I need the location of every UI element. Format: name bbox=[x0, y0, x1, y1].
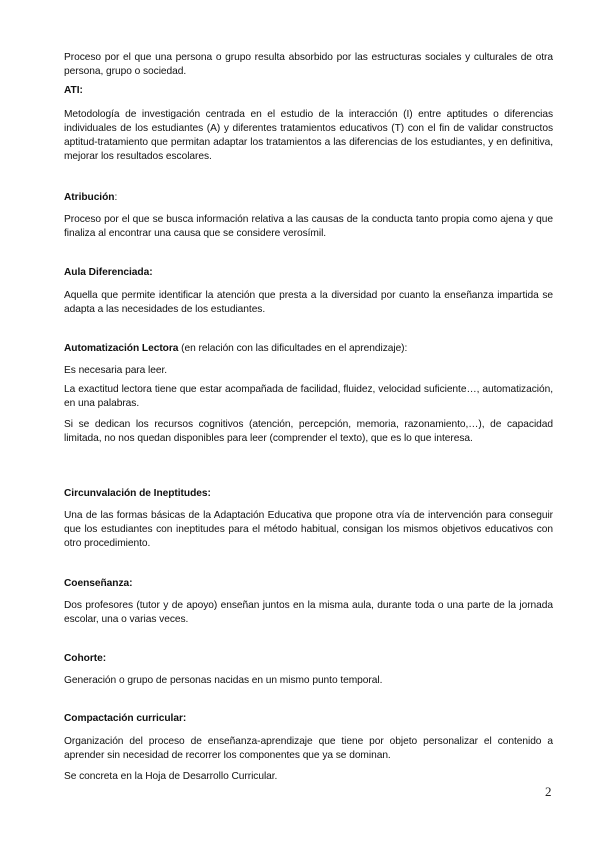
definition-compactacion-line1: Organización del proceso de enseñanza-aprendizaje que tiene por objeto personalizar el contenido a aprender sin necesidad de recorrer los componentes que ya se dominan. bbox=[64, 736, 553, 761]
term-heading-automatizacion-label: Automatización Lectora bbox=[64, 343, 179, 354]
intro-paragraph: Proceso por el que una persona o grupo resulta absorbido por las estructuras sociales y culturales de otra persona, grupo o sociedad. bbox=[64, 52, 553, 77]
definition-circunvalacion: Una de las formas básicas de la Adaptación Educativa que propone otra vía de intervención para conseguir que los estudiantes con ineptitudes para el método habitual, consigan los mismos objetivos educativos con otro procedimiento. bbox=[64, 510, 553, 549]
definition-ati: Metodología de investigación centrada en el estudio de la interacción (I) entre aptitudes o diferencias individuales de los estudiantes (A) y diferentes tratamientos educativos (T) con el fin de validar constructos aptitud-tratamiento que permitan adaptar los tratamientos a las diferencias de los estudiantes, y en definitiva, mejorar los resultados escolares. bbox=[64, 109, 553, 162]
term-heading-atribucion bbox=[64, 191, 553, 205]
definition-cohorte: Generación o grupo de personas nacidas en un mismo punto temporal. bbox=[64, 675, 383, 686]
definition-automatizacion-line2: La exactitud lectora tiene que estar acompañada de facilidad, fluidez, velocidad suficiente…, automatización, en una palabras. bbox=[64, 384, 553, 409]
page-number: 2 bbox=[545, 784, 552, 799]
definition-automatizacion-line3: Si se dedican los recursos cognitivos (atención, percepción, memoria, razonamiento,…), de capacidad limitada, no nos quedan disponibles para leer (comprender el texto), que es lo que interesa. bbox=[64, 419, 553, 444]
term-heading-circunvalacion: Circunvalación de Ineptitudes: bbox=[64, 488, 211, 499]
term-heading-ati: ATI: bbox=[64, 85, 83, 96]
term-heading-automatizacion bbox=[64, 342, 553, 356]
definition-atribucion: Proceso por el que se busca información relativa a las causas de la conducta tanto propia como ajena y que finaliza al encontrar una causa que se considere verosímil. bbox=[64, 214, 553, 239]
term-heading-atribucion-label: Atribución bbox=[64, 192, 115, 203]
term-heading-aula-diferenciada: Aula Diferenciada: bbox=[64, 267, 153, 278]
term-heading-atribucion-colon: : bbox=[114, 192, 118, 203]
term-heading-compactacion: Compactación curricular: bbox=[64, 713, 187, 724]
term-heading-cohorte: Cohorte: bbox=[64, 653, 107, 664]
definition-compactacion-line2: Se concreta en la Hoja de Desarrollo Curricular. bbox=[64, 771, 278, 782]
definition-coensenanza: Dos profesores (tutor y de apoyo) enseñan juntos en la misma aula, durante toda o una parte de la jornada escolar, una o varias veces. bbox=[64, 600, 553, 625]
term-heading-automatizacion-note: (en relación con las dificultades en el aprendizaje): bbox=[178, 343, 408, 354]
definition-automatizacion-line1: Es necesaria para leer. bbox=[64, 365, 168, 376]
definition-aula-diferenciada: Aquella que permite identificar la atención que presta a la diversidad por cuanto la enseñanza impartida se adapta a las necesidades de los estudiantes. bbox=[64, 290, 553, 315]
term-heading-coensenanza: Coenseñanza: bbox=[64, 578, 133, 589]
